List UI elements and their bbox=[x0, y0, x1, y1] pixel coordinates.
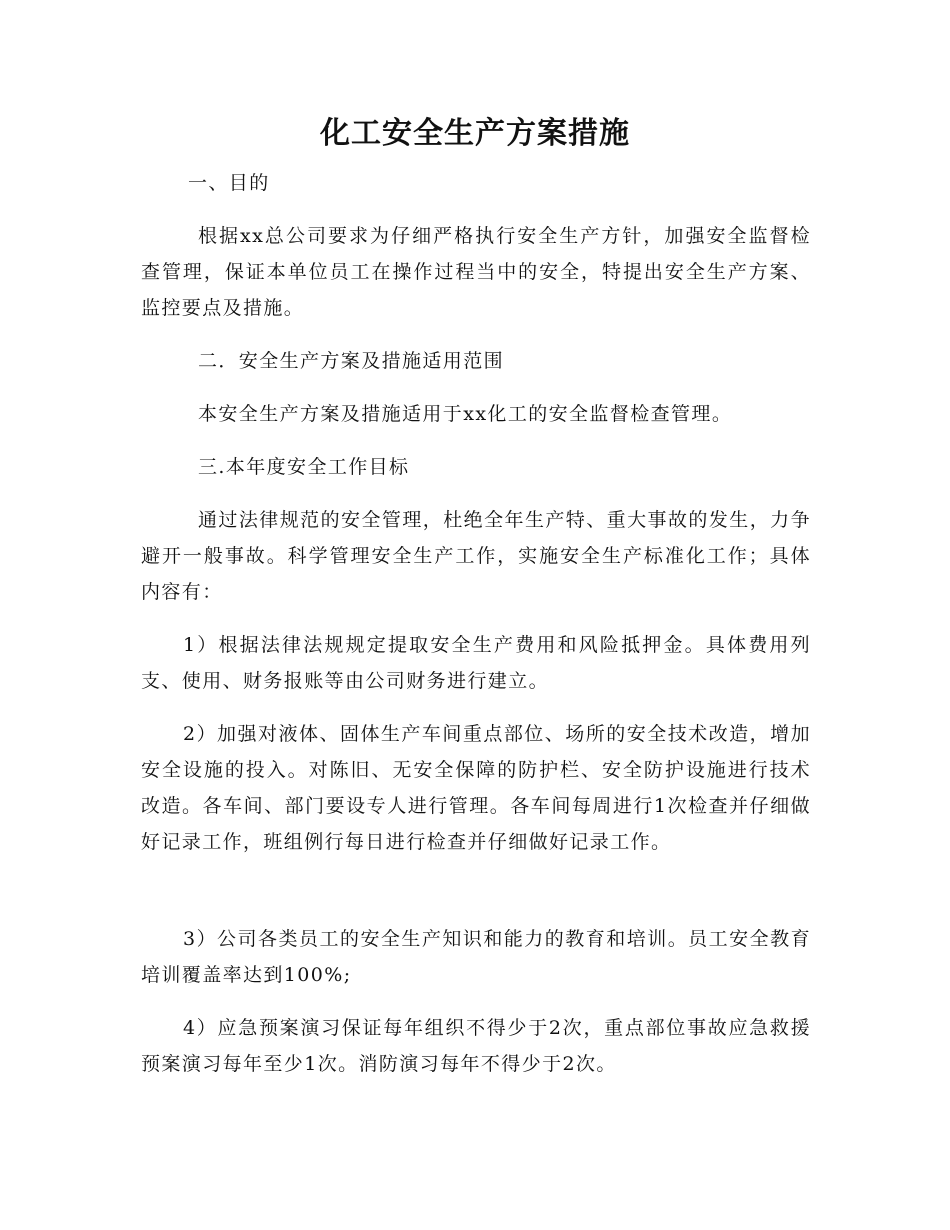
list-item-2: 2）加强对液体、固体生产车间重点部位、场所的安全技术改造，增加安全设施的投入。对陈旧、无安全保障的防护栏、安全防护设施进行技术改造。各车间、部门要设专人进行管理。各车间每周进行1次检查并仔细做好记录工作，班组例行每日进行检查并仔细做好记录工作。 bbox=[141, 723, 811, 853]
paragraph-scope: 本安全生产方案及措施适用于xx化工的安全监督检查管理。 bbox=[198, 403, 733, 425]
list-item-1: 1）根据法律法规规定提取安全生产费用和风险抵押金。具体费用列支、使用、财务报账等由公司财务进行建立。 bbox=[141, 634, 811, 692]
section-heading-annual-goal: 三.本年度安全工作目标 bbox=[198, 456, 410, 478]
paragraph-annual-goal: 通过法律规范的安全管理，杜绝全年生产特、重大事故的发生，力争避开一般事故。科学管理安全生产工作，实施安全生产标准化工作；具体内容有： bbox=[141, 509, 811, 603]
paragraph-purpose: 根据xx总公司要求为仔细严格执行安全生产方针，加强安全监督检查管理，保证本单位员工在操作过程当中的安全，特提出安全生产方案、监控要点及措施。 bbox=[141, 225, 811, 319]
document-title: 化工安全生产方案措施 bbox=[320, 116, 630, 151]
list-item-4: 4）应急预案演习保证每年组织不得少于2次，重点部位事故应急救援预案演习每年至少1次。消防演习每年不得少于2次。 bbox=[141, 1017, 811, 1075]
section-heading-purpose: 一、目的 bbox=[188, 172, 270, 194]
section-heading-scope: 二．安全生产方案及措施适用范围 bbox=[198, 350, 505, 372]
list-item-3: 3）公司各类员工的安全生产知识和能力的教育和培训。员工安全教育培训覆盖率达到100%; bbox=[141, 928, 811, 986]
